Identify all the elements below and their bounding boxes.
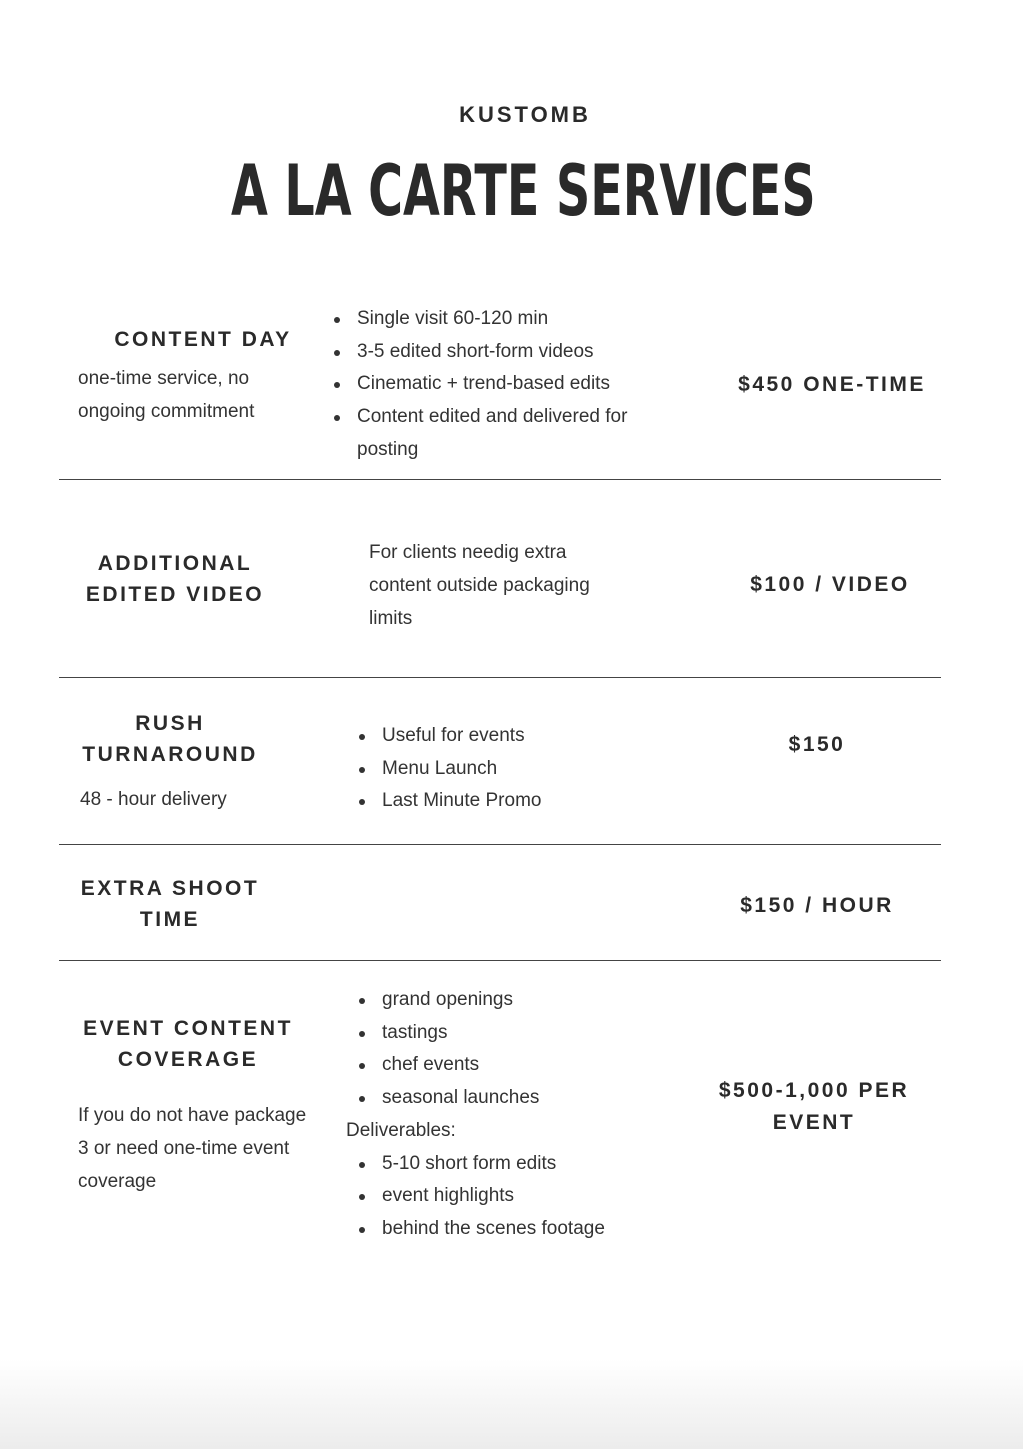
service-name-additional-edited-video: ADDITIONAL EDITED VIDEO — [85, 552, 265, 606]
deliverable-item: 5-10 short form edits — [357, 1148, 686, 1181]
row-divider — [59, 677, 941, 678]
feature-item: chef events — [357, 1049, 686, 1082]
feature-item: Menu Launch — [357, 753, 677, 786]
page-title: A LA CARTE SERVICES — [230, 150, 816, 232]
service-price-event-content-coverage: $500-1,000 PER EVENT — [718, 1079, 910, 1134]
row-divider — [59, 960, 941, 961]
service-name-extra-shoot-time: EXTRA SHOOT TIME — [80, 877, 260, 931]
service-features-event-content-coverage — [346, 984, 686, 1246]
service-features-rush-turnaround — [357, 720, 677, 818]
deliverables-label: Deliverables: — [346, 1119, 456, 1141]
service-price-extra-shoot-time: $150 / HOUR — [740, 894, 894, 917]
feature-item: Last Minute Promo — [357, 785, 677, 818]
feature-item: Single visit 60-120 min — [332, 303, 677, 336]
row-divider — [59, 479, 941, 480]
service-subtitle-rush-turnaround: 48 - hour delivery — [80, 789, 227, 810]
brand-name: KUSTOMB — [459, 102, 591, 127]
service-name-rush-turnaround: RUSH TURNAROUND — [82, 712, 258, 766]
feature-item: tastings — [357, 1017, 686, 1050]
deliverable-item: event highlights — [357, 1180, 686, 1213]
feature-item: Useful for events — [357, 720, 677, 753]
service-subtitle-content-day: one-time service, no ongoing commitment — [78, 368, 255, 422]
service-price-additional-edited-video: $100 / VIDEO — [750, 573, 910, 596]
feature-item: seasonal launches — [357, 1082, 686, 1115]
deliverable-item: behind the scenes footage — [357, 1213, 686, 1246]
service-name-content-day: CONTENT DAY — [114, 328, 292, 351]
service-description-additional-edited-video: For clients needig extra content outside packaging limits — [369, 542, 590, 629]
service-price-content-day: $450 ONE-TIME — [738, 373, 926, 396]
service-subtitle-event-content-coverage: If you do not have package 3 or need one-time event coverage — [78, 1105, 307, 1192]
feature-item: 3-5 edited short-form videos — [332, 336, 677, 369]
feature-item: Content edited and delivered for posting — [332, 401, 677, 466]
service-name-event-content-coverage: EVENT CONTENT COVERAGE — [83, 1017, 293, 1071]
feature-item: Cinematic + trend-based edits — [332, 368, 677, 401]
service-price-rush-turnaround: $150 — [788, 733, 846, 756]
service-features-content-day — [332, 303, 677, 467]
feature-item: grand openings — [357, 984, 686, 1017]
row-divider — [59, 844, 941, 845]
